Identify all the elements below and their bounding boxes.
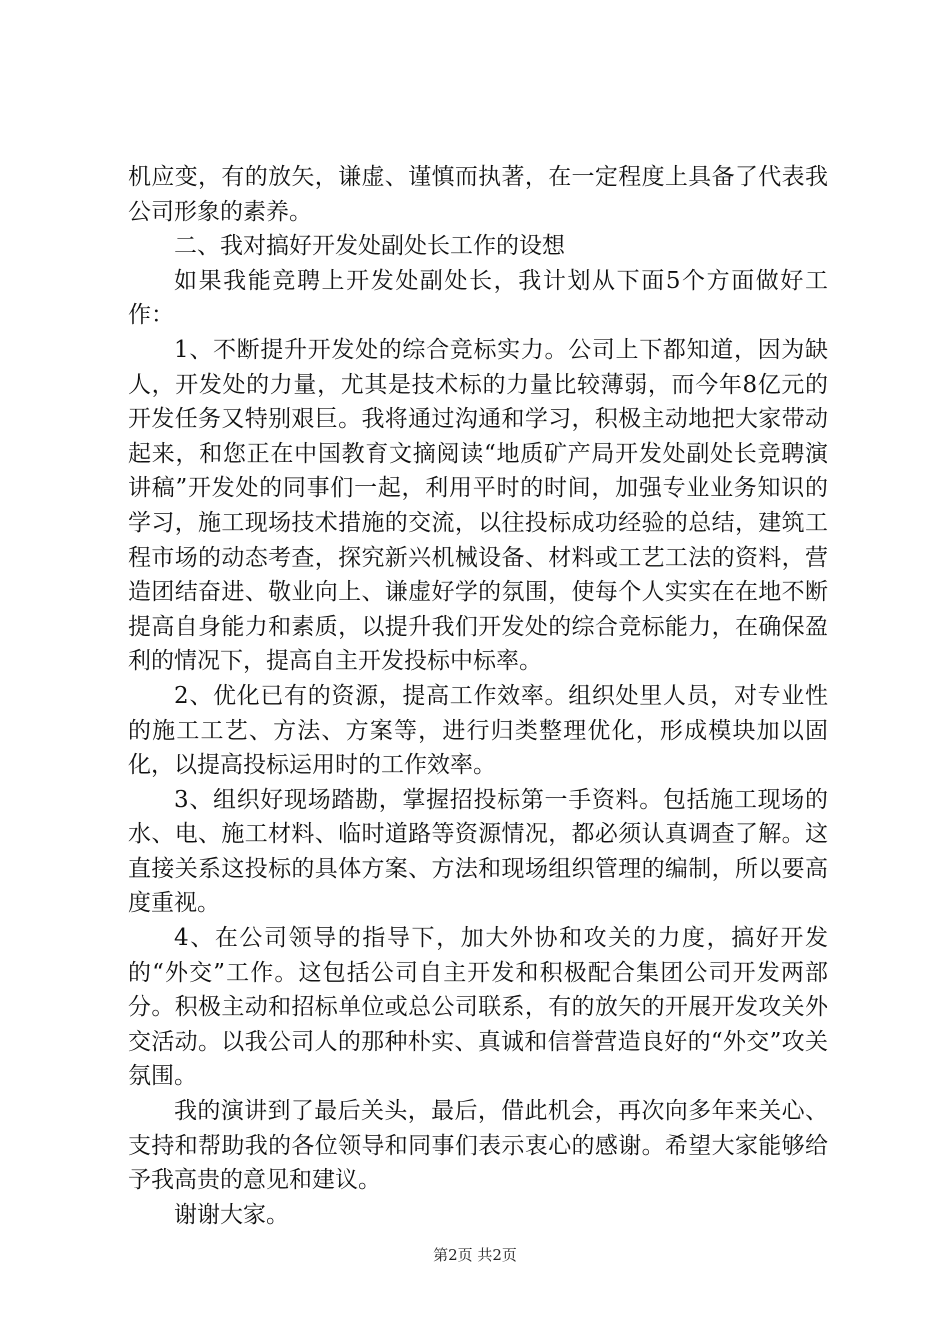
document-body xyxy=(128,160,828,1232)
paragraph-item-4: 4、在公司领导的指导下，加大外协和攻关的力度，搞好开发的“外交”工作。这包括公司自主开发和积极配合集团公司开发两部分。积极主动和招标单位或总公司联系，有的放矢的开展开发攻关外交活动。以我公司人的那种朴实、真诚和信誉营造良好的“外交”攻关氛围。 xyxy=(128,925,828,1090)
paragraph-item-2: 2、优化已有的资源，提高工作效率。组织处里人员，对专业性的施工工艺、方法、方案等，进行归类整理优化，形成模块加以固化，以提高投标运用时的工作效率。 xyxy=(128,682,828,779)
paragraph-closing: 我的演讲到了最后关头，最后，借此机会，再次向多年来关心、支持和帮助我的各位领导和同事们表示衷心的感谢。希望大家能够给予我高贵的意见和建议。 xyxy=(128,1098,828,1194)
paragraph-item-1: 1、不断提升开发处的综合竞标实力。公司上下都知道，因为缺人，开发处的力量，尤其是技术标的力量比较薄弱，而今年8亿元的开发任务又特别艰巨。我将通过沟通和学习，积极主动地把大家带动起来，和您正在中国教育文摘阅读“地质矿产局开发处副处长竞聘演讲稿”开发处的同事们一起，利用平时的时间，加强专业业务知识的学习，施工现场技术措施的交流，以往投标成功经验的总结，建筑工程市场的动态考查，探究新兴机械设备、材料或工艺工法的资料，营造团结奋进、敬业向上、谦虚好学的氛围，使每个人实实在在地不断提高自身能力和素质，以提升我们开发处的综合竞标能力，在确保盈利的情况下，提高自主开发投标中标率。 xyxy=(128,336,828,675)
paragraph-thanks: 谢谢大家。 xyxy=(174,1201,289,1228)
page-footer: 第2页 共2页 xyxy=(433,1246,517,1264)
section-heading: 二、我对搞好开发处副处长工作的设想 xyxy=(174,233,565,260)
paragraph-item-3: 3、组织好现场踏勘，掌握招投标第一手资料。包括施工现场的水、电、施工材料、临时道路等资源情况，都必须认真调查了解。这直接关系这投标的具体方案、方法和现场组织管理的编制，所以要高度重视。 xyxy=(128,786,828,917)
paragraph-intro: 如果我能竞聘上开发处副处长，我计划从下面5个方面做好工作： xyxy=(128,267,828,329)
paragraph-continuation: 机应变，有的放矢，谦虚、谨慎而执著，在一定程度上具备了代表我公司形象的素养。 xyxy=(128,164,828,225)
